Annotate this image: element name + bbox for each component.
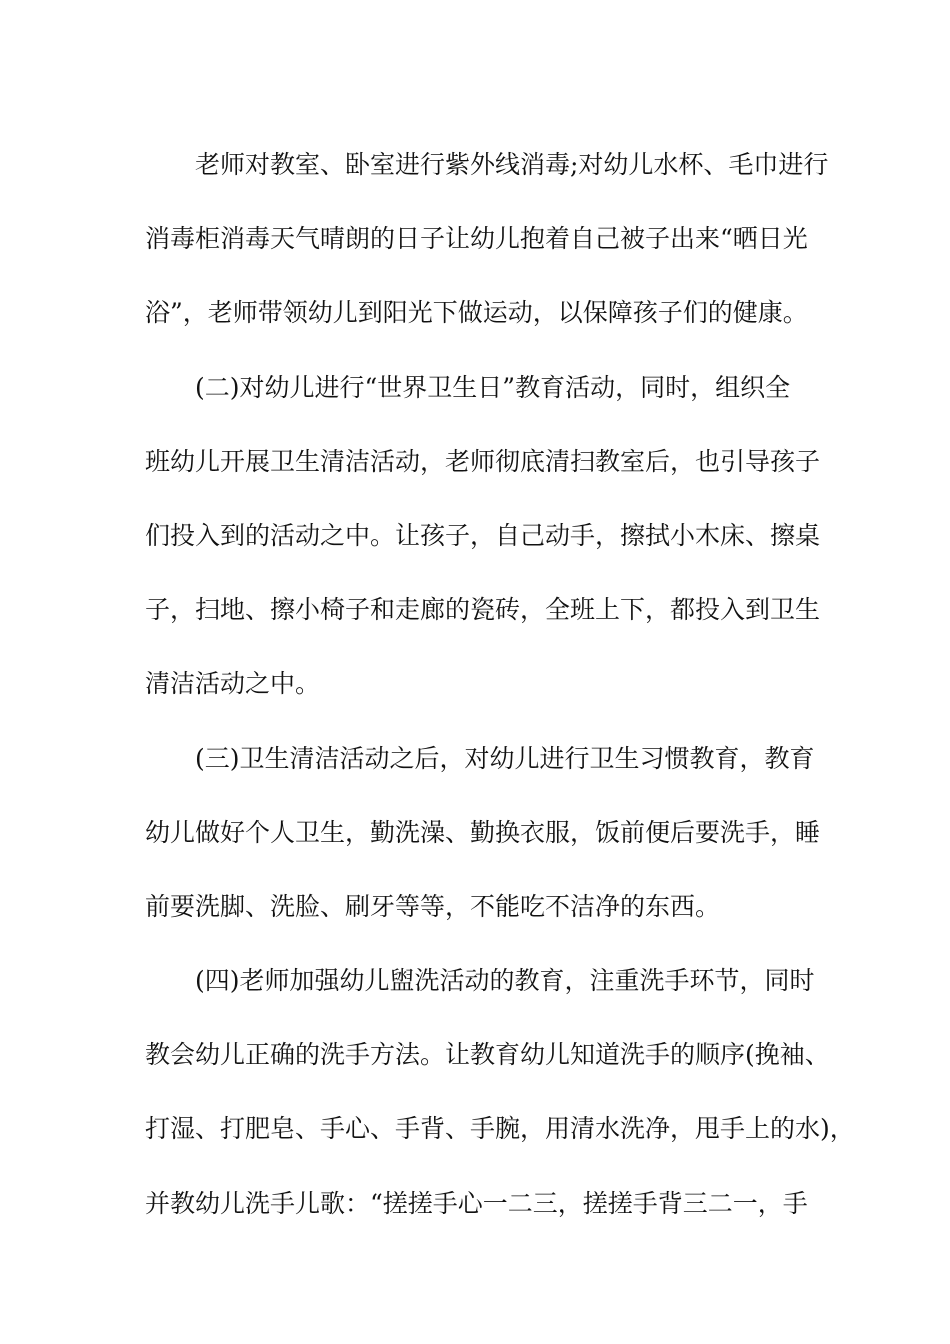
paragraph-line: 班幼儿开展卫生清洁活动，老师彻底清扫教室后，也引导孩子: [145, 446, 821, 476]
paragraph-line: (二)对幼儿进行“世界卫生日”教育活动，同时，组织全: [195, 372, 791, 402]
body-text: [145, 128, 855, 1241]
paragraph-line: 教会幼儿正确的洗手方法。让教育幼儿知道洗手的顺序(挽袖、: [145, 1040, 830, 1070]
paragraph-line: 们投入到的活动之中。让孩子，自己动手，擦拭小木床、擦桌: [145, 520, 821, 550]
paragraph-line: 幼儿做好个人卫生，勤洗澡、勤换衣服，饭前便后要洗手，睡: [145, 817, 821, 847]
paragraph-line: 打湿、打肥皂、手心、手背、手腕，用清水洗净，甩手上的水)，: [145, 1114, 855, 1144]
paragraph-line: 并教幼儿洗手儿歌：“搓搓手心一二三，搓搓手背三二一，手: [145, 1188, 808, 1218]
paragraph-line: (三)卫生清洁活动之后，对幼儿进行卫生习惯教育，教育: [195, 743, 815, 773]
paragraph-line: 消毒柜消毒天气晴朗的日子让幼儿抱着自己被子出来“晒日光: [145, 224, 808, 254]
paragraph-line: 老师对教室、卧室进行紫外线消毒;对幼儿水杯、毛巾进行: [195, 150, 829, 179]
paragraph-line: 子，扫地、擦小椅子和走廊的瓷砖，全班上下，都投入到卫生: [145, 595, 821, 625]
paragraph-line: 浴”，老师带领幼儿到阳光下做运动，以保障孩子们的健康。: [145, 298, 808, 328]
paragraph-line: 清洁活动之中。: [145, 669, 321, 699]
paragraph-line: (四)老师加强幼儿盥洗活动的教育，注重洗手环节，同时: [195, 966, 815, 996]
paragraph-line: 前要洗脚、洗脸、刷牙等等，不能吃不洁净的东西。: [145, 891, 721, 921]
